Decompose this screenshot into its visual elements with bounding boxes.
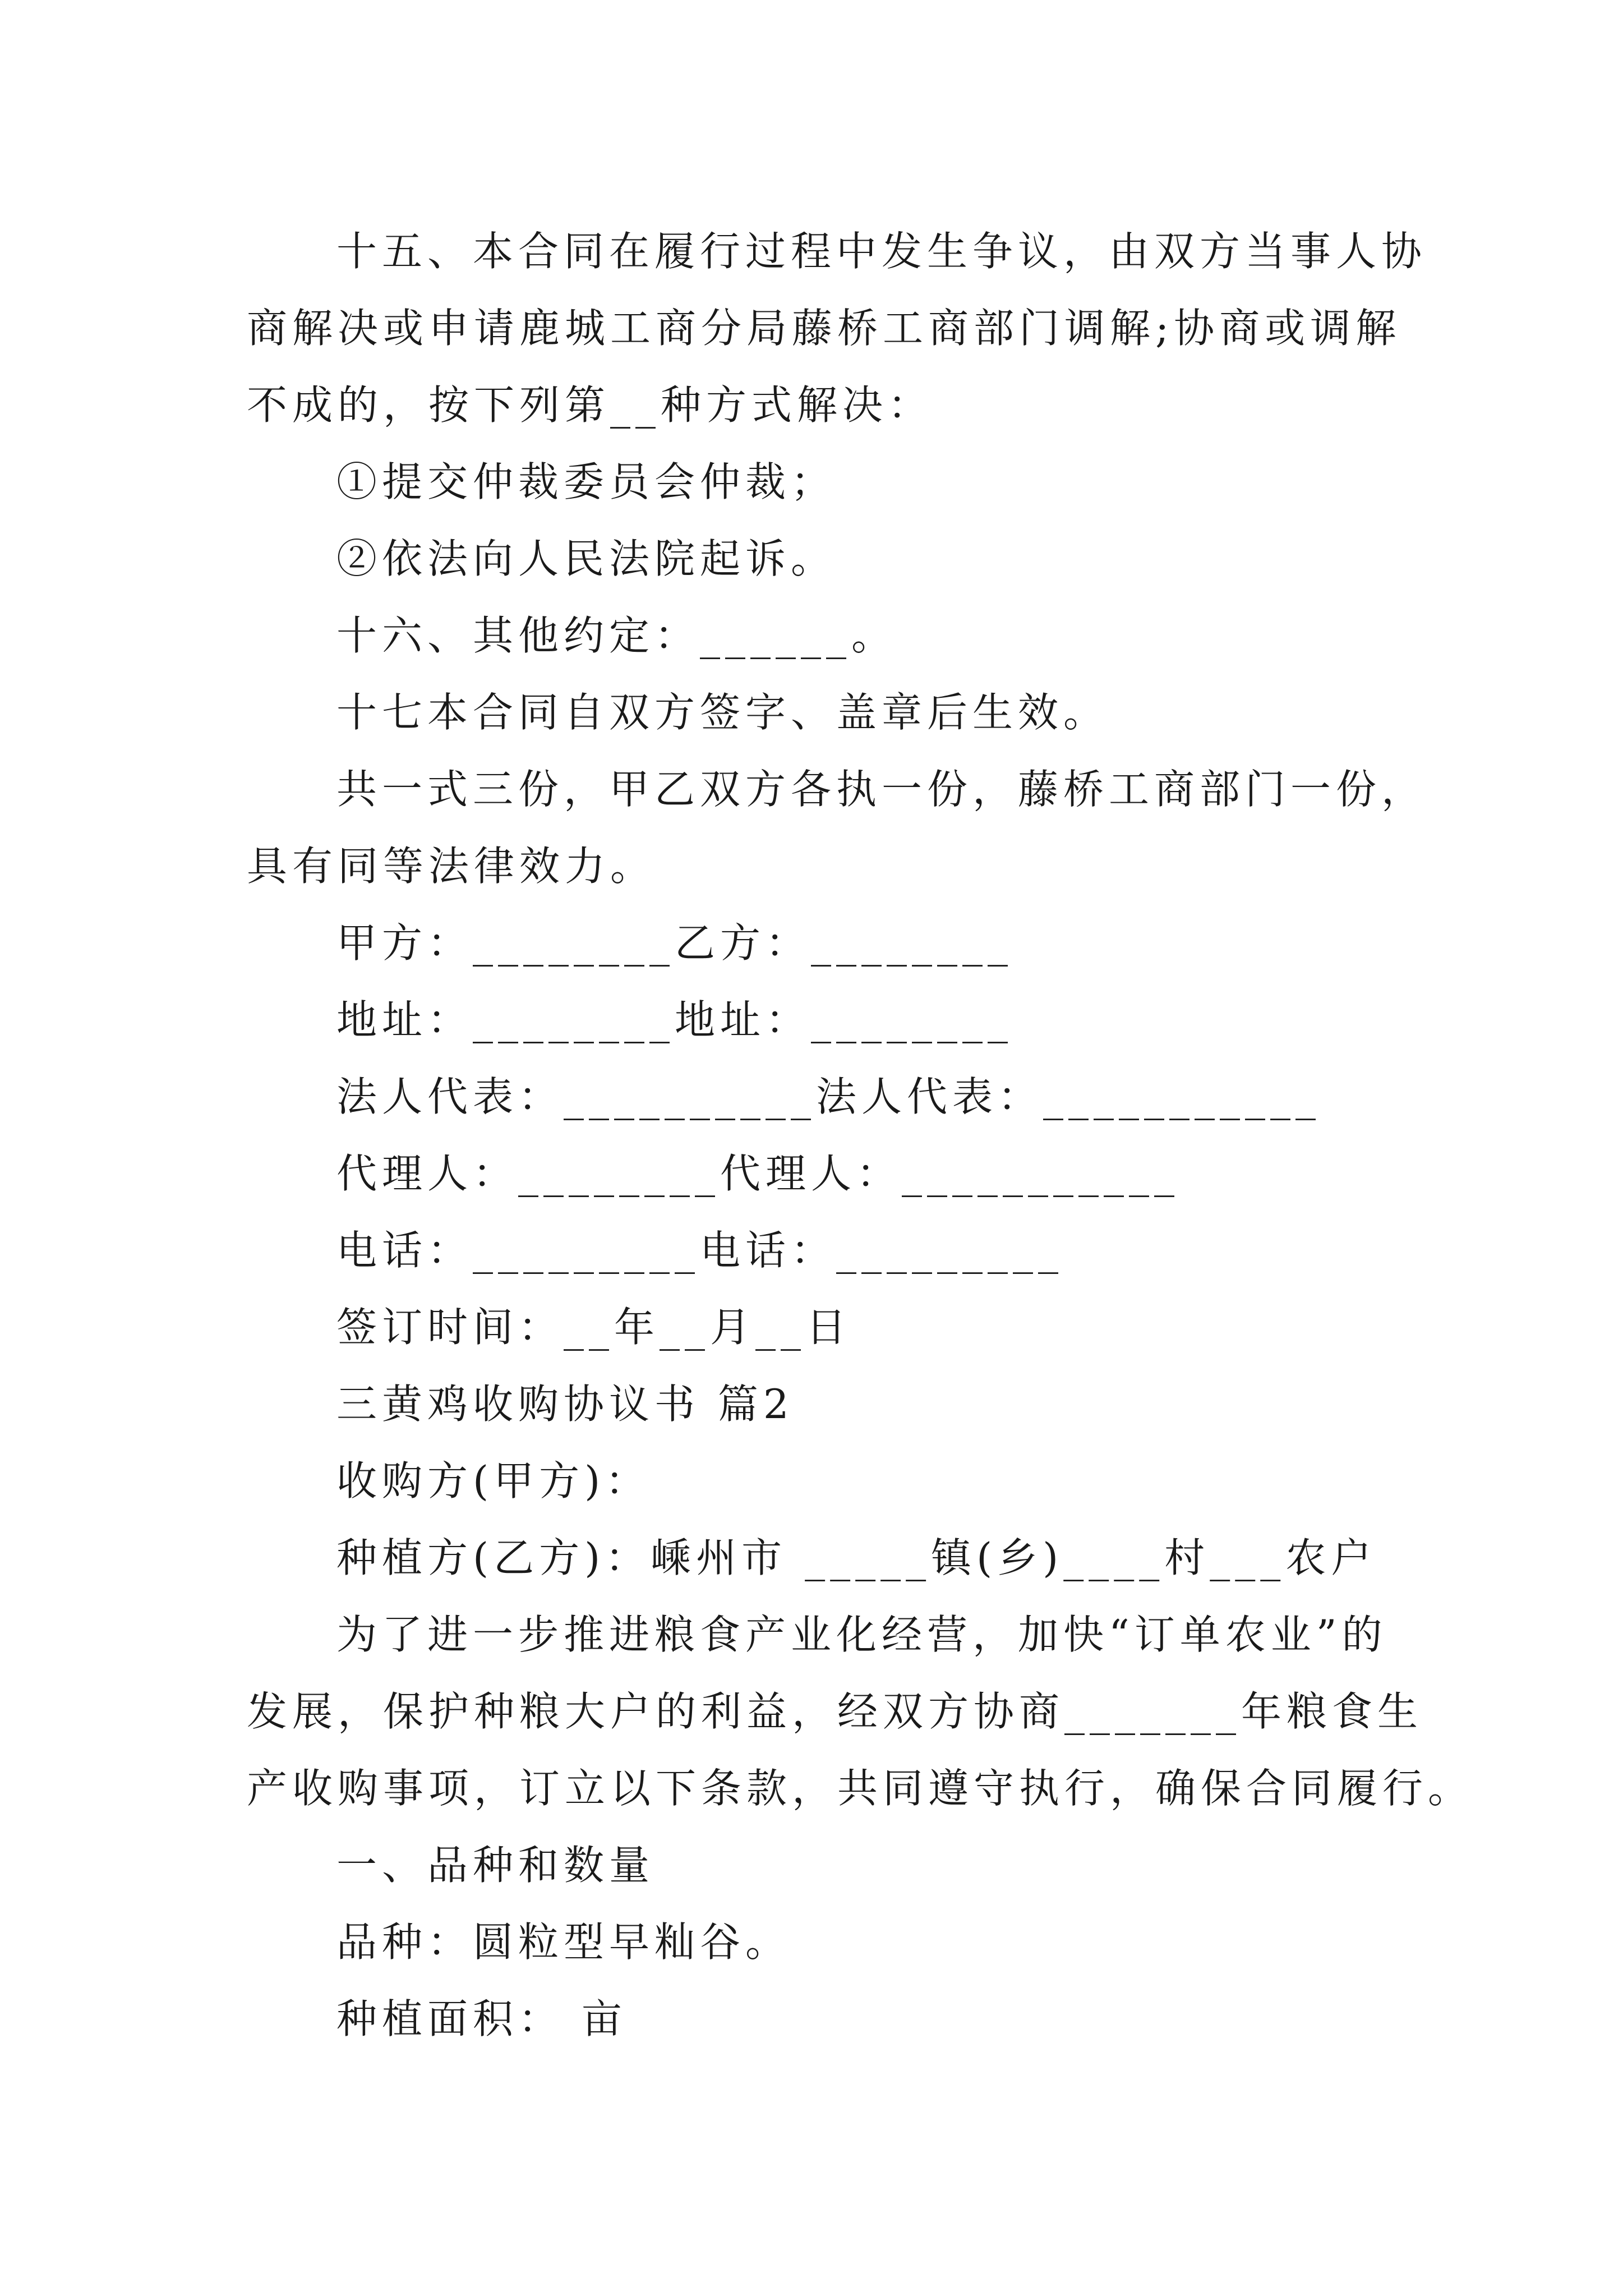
text-line: 产收购事项，订立以下条款，共同遵守执行，确保合同履行。 [247, 1765, 1474, 1812]
text-line: 不成的，按下列第__种方式解决： [247, 381, 934, 429]
text-line: 具有同等法律效力。 [247, 843, 656, 890]
document-body [247, 213, 1474, 2058]
text-line: 品种：圆粒型早籼谷。 [336, 1918, 791, 1966]
text-line: 种植面积： 亩 [336, 1995, 627, 2042]
text-line: ②依法向人民法院起诉。 [336, 535, 837, 582]
text-line: ①提交仲裁委员会仲裁； [336, 458, 837, 505]
text-line: 十五、本合同在履行过程中发生争议，由双方当事人协 [336, 228, 1427, 275]
text-line: 收购方(甲方)： [336, 1457, 651, 1504]
text-line: 种植方(乙方)：嵊州市 _____镇(乡)____村___农户 [336, 1534, 1377, 1581]
signature-field-line: 签订时间：__年__月__日 [336, 1304, 852, 1351]
signature-field-line: 代理人：________代理人：___________ [336, 1150, 1180, 1197]
text-line: 发展，保护种粮大户的利益，经双方协商_______年粮食生 [247, 1688, 1423, 1735]
signature-field-line: 法人代表：__________法人代表：___________ [336, 1073, 1321, 1120]
text-line: 共一式三份，甲乙双方各执一份，藤桥工商部门一份， [336, 766, 1427, 813]
signature-field-line: 地址：________地址：________ [336, 996, 1013, 1043]
text-line: 十六、其他约定：______。 [336, 612, 897, 659]
text-line: 商解决或申请鹿城工商分局藤桥工商部门调解;协商或调解 [247, 305, 1401, 352]
text-line: 为了进一步推进粮食产业化经营，加快“订单农业”的 [336, 1611, 1387, 1658]
clause-heading: 一、品种和数量 [336, 1842, 655, 1889]
text-line: 十七本合同自双方签字、盖章后生效。 [336, 689, 1109, 736]
signature-field-line: 甲方：________乙方：________ [336, 919, 1013, 967]
section-title: 三黄鸡收购协议书 篇2 [336, 1381, 794, 1428]
signature-field-line: 电话：_________电话：_________ [336, 1227, 1064, 1274]
